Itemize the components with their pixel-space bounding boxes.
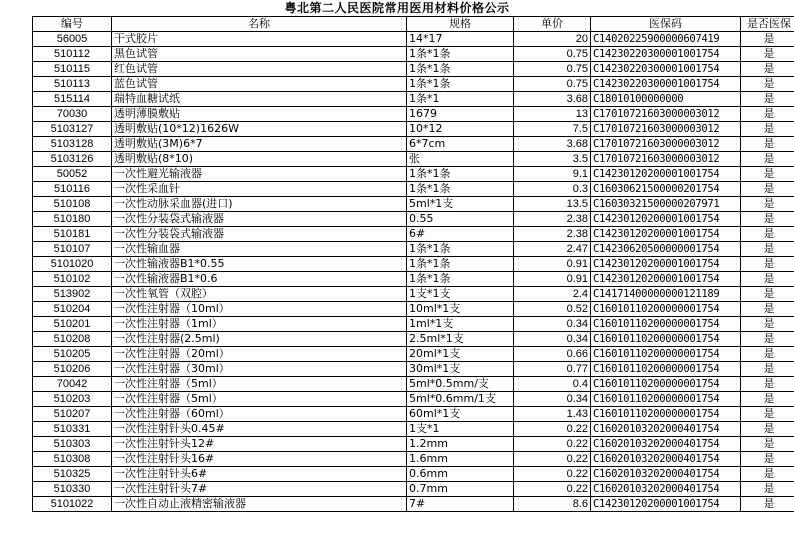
table-row	[33, 197, 794, 212]
item-code: 510330	[33, 482, 112, 497]
item-price: 0.4	[514, 377, 591, 392]
table-row	[33, 167, 794, 182]
item-code: 510203	[33, 392, 112, 407]
item-insured: 是	[741, 257, 794, 272]
item-code: 50052	[33, 167, 112, 182]
item-name: 一次性注射器（1ml）	[112, 317, 407, 332]
item-code: 510201	[33, 317, 112, 332]
item-insurance-code: C18010100000000	[591, 92, 741, 107]
item-insurance-code: C16020103202000401754	[591, 422, 741, 437]
item-insured: 是	[741, 32, 794, 47]
item-insurance-code: C16010110200000001754	[591, 302, 741, 317]
item-code: 510325	[33, 467, 112, 482]
item-insurance-code: C14230120200001001754	[591, 212, 741, 227]
header-spec: 规格	[407, 17, 514, 32]
table-row	[33, 152, 794, 167]
item-code: 510108	[33, 197, 112, 212]
item-insurance-code: C14230220300001001754	[591, 77, 741, 92]
item-code: 70042	[33, 377, 112, 392]
item-insurance-code: C17010721603000003012	[591, 137, 741, 152]
item-name: 一次性采血针	[112, 182, 407, 197]
header-code: 编号	[33, 17, 112, 32]
item-insurance-code: C14230220300001001754	[591, 62, 741, 77]
item-insurance-code: C16010110200000001754	[591, 392, 741, 407]
item-code: 510107	[33, 242, 112, 257]
item-code: 5101020	[33, 257, 112, 272]
table-row	[33, 332, 794, 347]
table-row	[33, 212, 794, 227]
item-name: 一次性注射针头0.45#	[112, 422, 407, 437]
item-name: 一次性注射针头6#	[112, 467, 407, 482]
item-code: 510113	[33, 77, 112, 92]
item-insurance-code: C16010110200000001754	[591, 347, 741, 362]
item-price: 0.22	[514, 467, 591, 482]
item-code: 510208	[33, 332, 112, 347]
item-code: 70030	[33, 107, 112, 122]
item-insured: 是	[741, 377, 794, 392]
item-code: 5103128	[33, 137, 112, 152]
item-price: 0.34	[514, 317, 591, 332]
item-code: 5103127	[33, 122, 112, 137]
item-price: 0.75	[514, 47, 591, 62]
item-spec: 5ml*0.5mm/支	[407, 377, 514, 392]
item-insurance-code: C16010110200000001754	[591, 317, 741, 332]
item-insured: 是	[741, 392, 794, 407]
item-name: 一次性注射器（60ml）	[112, 407, 407, 422]
item-spec: 6*7cm	[407, 137, 514, 152]
item-name: 瑞特血糖试纸	[112, 92, 407, 107]
item-price: 8.6	[514, 497, 591, 512]
item-name: 一次性输液器B1*0.55	[112, 257, 407, 272]
item-code: 510303	[33, 437, 112, 452]
item-name: 一次性分装袋式输液器	[112, 212, 407, 227]
item-price: 0.52	[514, 302, 591, 317]
item-price: 0.22	[514, 422, 591, 437]
item-price: 20	[514, 32, 591, 47]
item-spec: 1条*1条	[407, 182, 514, 197]
item-spec: 张	[407, 152, 514, 167]
table-row	[33, 302, 794, 317]
page-title: 粤北第二人民医院常用医用材料价格公示	[284, 1, 510, 15]
item-price: 0.22	[514, 482, 591, 497]
item-insurance-code: C14171400000000121189	[591, 287, 741, 302]
table-row	[33, 272, 794, 287]
item-price: 0.66	[514, 347, 591, 362]
item-name: 透明敷贴(8*10)	[112, 152, 407, 167]
item-code: 510206	[33, 362, 112, 377]
item-code: 510331	[33, 422, 112, 437]
item-name: 一次性注射针头16#	[112, 452, 407, 467]
item-price: 1.43	[514, 407, 591, 422]
item-insured: 是	[741, 122, 794, 137]
table-row	[33, 497, 794, 512]
item-name: 透明敷贴(10*12)1626W	[112, 122, 407, 137]
table-row	[33, 77, 794, 92]
table-body	[33, 32, 794, 512]
price-table	[32, 16, 794, 512]
item-code: 510204	[33, 302, 112, 317]
table-row	[33, 107, 794, 122]
item-insured: 是	[741, 467, 794, 482]
item-insured: 是	[741, 227, 794, 242]
item-insured: 是	[741, 272, 794, 287]
table-row	[33, 482, 794, 497]
item-spec: 6#	[407, 227, 514, 242]
item-spec: 0.55	[407, 212, 514, 227]
item-spec: 1条*1条	[407, 62, 514, 77]
item-insured: 是	[741, 212, 794, 227]
table-row	[33, 407, 794, 422]
item-insurance-code: C14230120200001001754	[591, 227, 741, 242]
item-spec: 14*17	[407, 32, 514, 47]
table-row	[33, 182, 794, 197]
item-code: 5101022	[33, 497, 112, 512]
item-name: 干式胶片	[112, 32, 407, 47]
item-code: 510308	[33, 452, 112, 467]
item-name: 一次性注射器（30ml）	[112, 362, 407, 377]
item-code: 510181	[33, 227, 112, 242]
item-insured: 是	[741, 242, 794, 257]
table-row	[33, 317, 794, 332]
item-insurance-code: C17010721603000003012	[591, 122, 741, 137]
item-name: 黑色试管	[112, 47, 407, 62]
item-insurance-code: C16010110200000001754	[591, 377, 741, 392]
table-row	[33, 122, 794, 137]
item-insurance-code: C16020103202000401754	[591, 482, 741, 497]
item-spec: 2.5ml*1支	[407, 332, 514, 347]
header-price: 单价	[514, 17, 591, 32]
item-insurance-code: C14020225900000607419	[591, 32, 741, 47]
item-insured: 是	[741, 407, 794, 422]
item-spec: 7#	[407, 497, 514, 512]
item-insured: 是	[741, 482, 794, 497]
item-code: 510116	[33, 182, 112, 197]
item-insured: 是	[741, 422, 794, 437]
item-price: 7.5	[514, 122, 591, 137]
table-row	[33, 287, 794, 302]
item-spec: 10ml*1支	[407, 302, 514, 317]
table-header-row	[33, 17, 794, 32]
table-row	[33, 62, 794, 77]
item-insured: 是	[741, 197, 794, 212]
item-insured: 是	[741, 287, 794, 302]
item-spec: 1.2mm	[407, 437, 514, 452]
item-price: 0.91	[514, 257, 591, 272]
table-row	[33, 422, 794, 437]
item-price: 3.68	[514, 137, 591, 152]
item-spec: 1.6mm	[407, 452, 514, 467]
table-row	[33, 392, 794, 407]
item-spec: 10*12	[407, 122, 514, 137]
table-row	[33, 137, 794, 152]
item-price: 0.34	[514, 392, 591, 407]
item-name: 一次性自动止液精密输液器	[112, 497, 407, 512]
item-insured: 是	[741, 332, 794, 347]
item-name: 一次性注射针头7#	[112, 482, 407, 497]
item-price: 9.1	[514, 167, 591, 182]
item-code: 510112	[33, 47, 112, 62]
item-code: 5103126	[33, 152, 112, 167]
item-insured: 是	[741, 452, 794, 467]
item-price: 0.34	[514, 332, 591, 347]
item-insured: 是	[741, 182, 794, 197]
item-insurance-code: C14230120200001001754	[591, 497, 741, 512]
item-code: 510180	[33, 212, 112, 227]
item-insurance-code: C16030321500000207971	[591, 197, 741, 212]
item-spec: 1条*1条	[407, 257, 514, 272]
item-name: 一次性输液器B1*0.6	[112, 272, 407, 287]
item-insurance-code: C16030621500000201754	[591, 182, 741, 197]
item-price: 0.75	[514, 62, 591, 77]
item-price: 2.38	[514, 212, 591, 227]
item-spec: 5ml*1支	[407, 197, 514, 212]
item-spec: 1支*1支	[407, 287, 514, 302]
item-insurance-code: C16010110200000001754	[591, 362, 741, 377]
item-name: 一次性注射针头12#	[112, 437, 407, 452]
item-code: 510115	[33, 62, 112, 77]
table-row	[33, 47, 794, 62]
item-price: 3.5	[514, 152, 591, 167]
header-insurance-code: 医保码	[591, 17, 741, 32]
item-name: 透明敷贴(3M)6*7	[112, 137, 407, 152]
item-insured: 是	[741, 437, 794, 452]
item-spec: 1支*1	[407, 422, 514, 437]
item-spec: 60ml*1支	[407, 407, 514, 422]
item-insured: 是	[741, 317, 794, 332]
item-insurance-code: C14230220300001001754	[591, 47, 741, 62]
item-name: 一次性动脉采血器(进口)	[112, 197, 407, 212]
item-spec: 1条*1条	[407, 47, 514, 62]
item-code: 515114	[33, 92, 112, 107]
item-insurance-code: C17010721603000003012	[591, 107, 741, 122]
item-insured: 是	[741, 497, 794, 512]
item-spec: 0.7mm	[407, 482, 514, 497]
item-code: 510205	[33, 347, 112, 362]
item-spec: 5ml*0.6mm/1支	[407, 392, 514, 407]
item-spec: 0.6mm	[407, 467, 514, 482]
item-insured: 是	[741, 137, 794, 152]
item-price: 2.38	[514, 227, 591, 242]
table-row	[33, 257, 794, 272]
item-insurance-code: C16010110200000001754	[591, 332, 741, 347]
item-code: 56005	[33, 32, 112, 47]
item-price: 3.68	[514, 92, 591, 107]
item-name: 一次性避光输液器	[112, 167, 407, 182]
item-insurance-code: C14230120200001001754	[591, 167, 741, 182]
item-name: 一次性输血器	[112, 242, 407, 257]
item-name: 一次性氧管（双腔）	[112, 287, 407, 302]
item-code: 513902	[33, 287, 112, 302]
item-price: 2.4	[514, 287, 591, 302]
item-name: 红色试管	[112, 62, 407, 77]
table-row	[33, 92, 794, 107]
item-price: 0.3	[514, 182, 591, 197]
item-insured: 是	[741, 47, 794, 62]
table-row	[33, 347, 794, 362]
table-row	[33, 362, 794, 377]
table-row	[33, 32, 794, 47]
item-insurance-code: C17010721603000003012	[591, 152, 741, 167]
item-insured: 是	[741, 107, 794, 122]
item-insured: 是	[741, 92, 794, 107]
item-insured: 是	[741, 347, 794, 362]
item-spec: 1条*1条	[407, 272, 514, 287]
header-name: 名称	[112, 17, 407, 32]
item-insurance-code: C16010110200000001754	[591, 407, 741, 422]
item-name: 透明薄膜敷贴	[112, 107, 407, 122]
item-insurance-code: C16020103202000401754	[591, 467, 741, 482]
item-insured: 是	[741, 62, 794, 77]
item-insurance-code: C14230620500000001754	[591, 242, 741, 257]
item-spec: 30ml*1支	[407, 362, 514, 377]
item-insurance-code: C16020103202000401754	[591, 452, 741, 467]
item-spec: 20ml*1支	[407, 347, 514, 362]
table-row	[33, 227, 794, 242]
table-row	[33, 467, 794, 482]
table-row	[33, 437, 794, 452]
table-row	[33, 377, 794, 392]
item-name: 一次性注射器（20ml）	[112, 347, 407, 362]
item-price: 0.91	[514, 272, 591, 287]
item-name: 一次性注射器（5ml）	[112, 377, 407, 392]
item-spec: 1ml*1支	[407, 317, 514, 332]
item-insured: 是	[741, 302, 794, 317]
item-price: 0.77	[514, 362, 591, 377]
item-name: 一次性分装袋式输液器	[112, 227, 407, 242]
item-name: 一次性注射器（10ml）	[112, 302, 407, 317]
item-name: 蓝色试管	[112, 77, 407, 92]
item-name: 一次性注射器(2.5ml)	[112, 332, 407, 347]
item-insured: 是	[741, 362, 794, 377]
item-spec: 1679	[407, 107, 514, 122]
item-price: 0.75	[514, 77, 591, 92]
item-code: 510207	[33, 407, 112, 422]
item-insured: 是	[741, 167, 794, 182]
item-insured: 是	[741, 77, 794, 92]
item-code: 510102	[33, 272, 112, 287]
item-name: 一次性注射器（5ml）	[112, 392, 407, 407]
item-spec: 1条*1条	[407, 77, 514, 92]
item-insurance-code: C14230120200001001754	[591, 272, 741, 287]
item-spec: 1条*1条	[407, 167, 514, 182]
item-spec: 1条*1	[407, 92, 514, 107]
item-insurance-code: C16020103202000401754	[591, 437, 741, 452]
item-price: 0.22	[514, 452, 591, 467]
table-row	[33, 452, 794, 467]
header-insured: 是否医保	[741, 17, 794, 32]
item-insured: 是	[741, 152, 794, 167]
table-row	[33, 242, 794, 257]
item-price: 13	[514, 107, 591, 122]
item-insurance-code: C14230120200001001754	[591, 257, 741, 272]
item-price: 13.5	[514, 197, 591, 212]
item-spec: 1条*1条	[407, 242, 514, 257]
item-price: 0.22	[514, 437, 591, 452]
item-price: 2.47	[514, 242, 591, 257]
